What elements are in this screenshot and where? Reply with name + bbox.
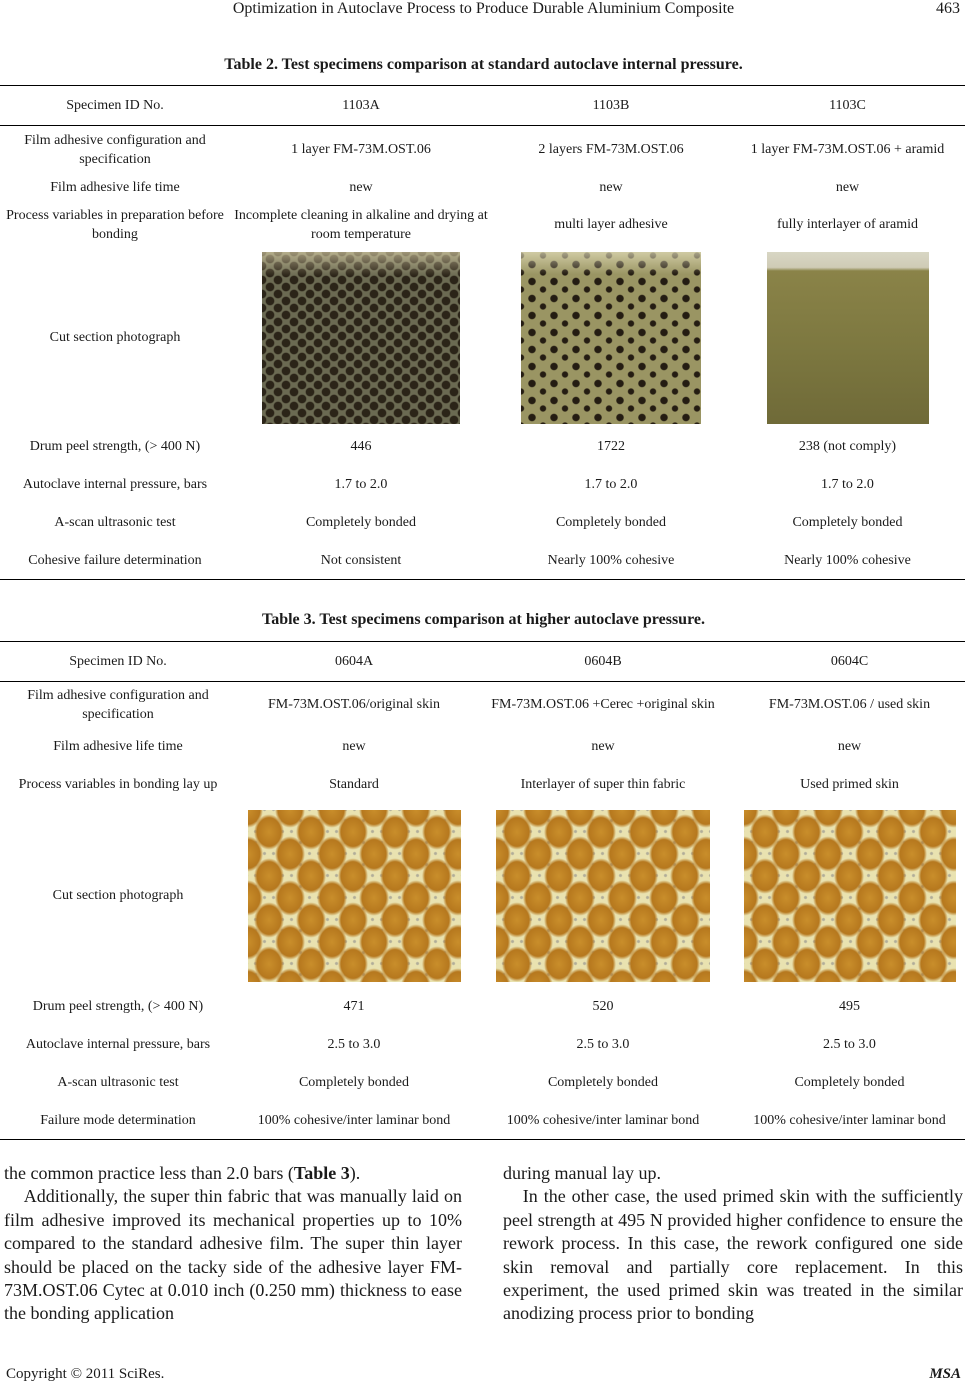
table3-reference: Table 3	[293, 1163, 350, 1183]
table2-row-photographs	[0, 248, 965, 428]
table2-cell: 1.7 to 2.0	[334, 477, 388, 492]
table3-cell: Completely bonded	[794, 1075, 905, 1090]
table3-cell: 2.5 to 3.0	[327, 1037, 381, 1052]
table2	[0, 85, 965, 580]
table2-cell: Completely bonded	[792, 515, 903, 530]
table2-row-life-time	[0, 174, 965, 202]
cut-section-photo-0604c	[744, 810, 956, 982]
table2-cell: 1 layer FM-73M.OST.06 + aramid	[750, 142, 945, 158]
table2-cell: multi layer adhesive	[554, 217, 668, 232]
table2-cell: A-scan ultrasonic test	[54, 515, 176, 530]
table2-row-ascan	[0, 504, 965, 542]
table2-row-peel-strength	[0, 428, 965, 466]
page-footer	[0, 1366, 967, 1386]
table2-cell: fully interlayer of aramid	[776, 217, 919, 232]
body-text-span: the common practice less than 2.0 bars (	[4, 1163, 294, 1183]
table2-caption: Table 2. Test specimens comparison at standard autoclave internal pressure.	[224, 56, 743, 73]
copyright-notice: Copyright © 2011 SciRes.	[6, 1366, 165, 1382]
table3-row-process-variables	[0, 766, 965, 804]
table2-cell: Cut section photograph	[49, 330, 181, 345]
table3-cell: 0604A	[236, 642, 472, 682]
table3-cell: new	[837, 739, 862, 754]
running-head-title: Optimization in Autoclave Process to Produce Durable Aluminium Composite	[232, 0, 735, 17]
page-number: 463	[936, 0, 960, 17]
table3-cell: new	[591, 739, 615, 754]
table2-cell: 1103A	[230, 86, 492, 126]
table2-cell: Nearly 100% cohesive	[492, 542, 730, 580]
table2-cell: Completely bonded	[305, 515, 417, 530]
body-column-right	[503, 1162, 963, 1326]
table2-cell: new	[835, 180, 860, 195]
table3-row-specimen-id	[0, 642, 965, 682]
table3-row-photographs	[0, 804, 965, 988]
table3-row-peel-strength	[0, 988, 965, 1026]
table3-cell: 471	[343, 999, 365, 1014]
table3-cell: Standard	[329, 777, 379, 792]
table3-row-failure	[0, 1102, 965, 1140]
table2-cell: 1.7 to 2.0	[584, 477, 638, 492]
table3-cell: A-scan ultrasonic test	[57, 1075, 179, 1090]
table2-cell: 1.7 to 2.0	[821, 477, 874, 492]
table3-cell: Process variables in bonding lay up	[18, 777, 218, 792]
table2-cell: 1722	[597, 439, 625, 454]
body-paragraph: Additionally, the super thin fabric that was manually laid on film adhesive improved its mechanical properties up to 10% compared to the standard adhesive film. The super thin layer should be placed on the tacky side of the adhesive layer FM-73M.OST.06 Cytec at 0.010 inch (0.250 mm) thickness to ease the bonding application	[4, 1186, 462, 1324]
table2-cell: 1 layer FM-73M.OST.06	[291, 142, 431, 158]
table3-cell: 520	[592, 999, 614, 1014]
table3-caption: Table 3. Test specimens comparison at higher autoclave pressure.	[262, 611, 705, 628]
table3-cell: Cut section photograph	[52, 888, 184, 903]
table3-cell: FM-73M.OST.06 / used skin	[768, 697, 931, 713]
cut-section-photo-1103c	[767, 252, 929, 424]
table3-cell: 2.5 to 3.0	[823, 1037, 876, 1052]
table3-cell: Interlayer of super thin fabric	[520, 777, 686, 792]
body-paragraph	[4, 1162, 462, 1185]
table3-cell: new	[342, 739, 366, 754]
table3-cell: 2.5 to 3.0	[576, 1037, 630, 1052]
cut-section-photo-0604b	[496, 810, 710, 982]
table2-cell: new	[599, 180, 623, 195]
journal-abbreviation: MSA	[929, 1366, 961, 1382]
table3-cell: 495	[839, 999, 860, 1014]
table2-cell: Nearly 100% cohesive	[730, 542, 965, 580]
running-head	[0, 0, 967, 22]
table2-row-film-config	[0, 126, 965, 174]
table3-cell: Film adhesive configuration and specification	[27, 687, 209, 722]
table2-cell: new	[349, 180, 373, 195]
table2-cell: Film adhesive configuration and specification	[24, 132, 206, 167]
table2-cell: Autoclave internal pressure, bars	[22, 477, 208, 492]
table2-cell: 1103B	[492, 86, 730, 126]
table3	[0, 641, 965, 1140]
cut-section-photo-0604a	[248, 810, 461, 982]
table3-cell: Completely bonded	[547, 1075, 659, 1090]
table2-cell: 446	[350, 439, 372, 454]
table2-cell: Specimen ID No.	[0, 86, 230, 126]
table3-cell: 0604B	[472, 642, 734, 682]
cut-section-photo-1103a	[262, 252, 460, 424]
body-paragraph: during manual lay up.	[503, 1163, 661, 1183]
table2-cell: 2 layers FM-73M.OST.06	[538, 142, 684, 158]
table3-row-life-time	[0, 728, 965, 766]
body-paragraph: In the other case, the used primed skin with the sufficiently peel strength at 495 N provided higher confidence to ensure the rework process. In this case, the rework configured one side skin removal and partially core replacement. In this experiment, the used primed skin was treated in the similar anodizing process prior to bonding	[503, 1186, 963, 1324]
table3-cell: 100% cohesive/inter laminar bond	[472, 1102, 734, 1140]
table3-cell: 0604C	[734, 642, 965, 682]
body-column-left	[4, 1162, 462, 1326]
table2-cell: 1103C	[730, 86, 965, 126]
table3-row-film-config	[0, 682, 965, 728]
table3-row-pressure	[0, 1026, 965, 1064]
table3-row-ascan	[0, 1064, 965, 1102]
table3-cell: Film adhesive life time	[53, 739, 183, 754]
table3-cell: FM-73M.OST.06 +Cerec +original skin	[491, 697, 715, 713]
table2-row-pressure	[0, 466, 965, 504]
table3-cell: 100% cohesive/inter laminar bond	[734, 1102, 965, 1140]
table3-cell: Drum peel strength, (> 400 N)	[32, 999, 204, 1014]
table2-cell: Process variables in preparation before bonding	[6, 207, 224, 242]
table2-row-failure	[0, 542, 965, 580]
table2-cell: Completely bonded	[555, 515, 667, 530]
table3-cell: 100% cohesive/inter laminar bond	[236, 1102, 472, 1140]
body-text-span: ).	[349, 1163, 361, 1183]
table2-cell: Not consistent	[230, 542, 492, 580]
table2-row-specimen-id	[0, 86, 965, 126]
table3-cell: Autoclave internal pressure, bars	[25, 1037, 211, 1052]
table3-cell: Used primed skin	[800, 777, 899, 792]
table2-cell: Film adhesive life time	[50, 180, 180, 195]
table2-cell: Incomplete cleaning in alkaline and drying at room temperature	[234, 207, 488, 242]
table2-cell: Drum peel strength, (> 400 N)	[29, 439, 201, 454]
table3-cell: Failure mode determination	[0, 1102, 236, 1140]
table2-row-process-variables	[0, 202, 965, 248]
table2-cell: Cohesive failure determination	[0, 542, 230, 580]
table3-cell: FM-73M.OST.06/original skin	[267, 697, 441, 713]
table3-cell: Specimen ID No.	[0, 642, 236, 682]
table3-cell: Completely bonded	[298, 1075, 410, 1090]
table2-cell: 238 (not comply)	[798, 439, 897, 454]
cut-section-photo-1103b	[521, 252, 701, 424]
